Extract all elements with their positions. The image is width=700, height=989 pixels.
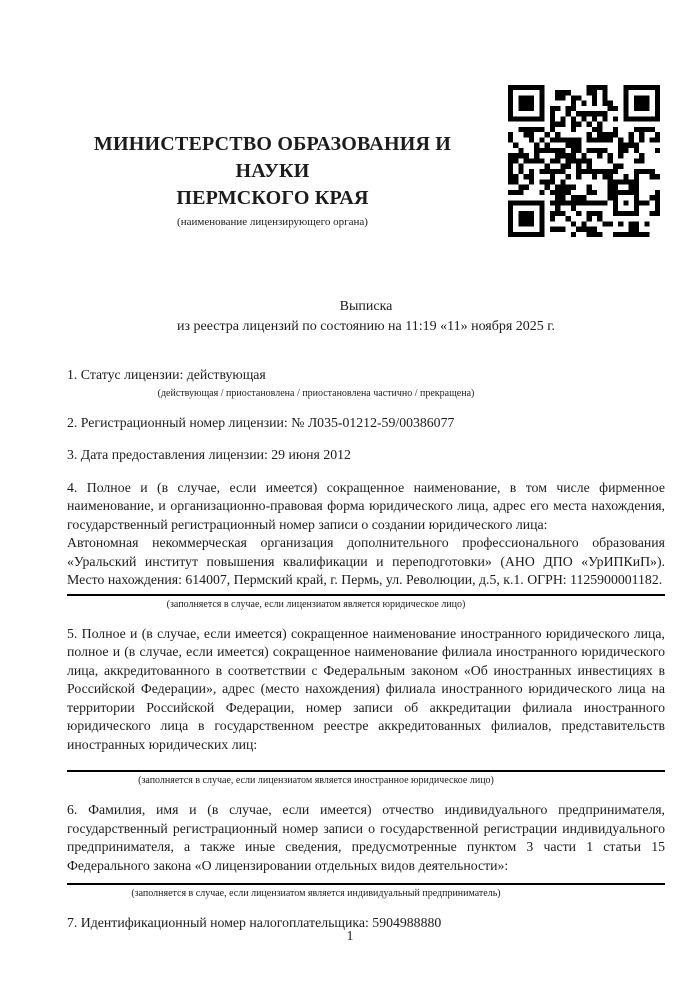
licensing-authority-caption: (наименование лицензирующего органа): [177, 216, 368, 228]
page-number: 1: [346, 928, 354, 943]
document-title: [67, 297, 665, 336]
taxpayer-number-text: 7. Идентификационный номер налогоплательщика: 5904988880: [67, 915, 442, 930]
item-registration-number: [67, 414, 665, 433]
title-line2: из реестра лицензий по состоянию на 11:19 «11» ноября 2025 г.: [177, 318, 555, 334]
fill-in-rule: [67, 594, 665, 596]
individual-entrepreneur-label: 6. Фамилия, имя и (в случае, если имеется) отчество индивидуального предпринимателя, государственный регистрационный номер записи о государственной регистрации индивидуального предпринимателя, а также иные сведения, предусмотренные пунктом 3 части 1 статьи 15 Федерального закона «О лицензировании отдельных видов деятельности»:: [67, 802, 665, 873]
qr-code-icon: [508, 85, 660, 237]
ministry-header: [55, 131, 490, 229]
item-legal-entity: [67, 479, 665, 611]
fill-in-rule: [67, 883, 665, 885]
legal-entity-label: 4. Полное и (в случае, если имеется) сокращенное наименование, в том числе фирменное наименование, и организационно-правовая форма юридического лица, адрес его места нахождения, государственный регистрационный номер записи о создании юридического лица:: [67, 479, 665, 532]
item-individual-entrepreneur: [67, 801, 665, 900]
qr-code-image: [508, 85, 660, 237]
license-status-caption: (действующая / приостановлена / приостановлена частично / прекращена): [157, 387, 475, 399]
foreign-entity-label: 5. Полное и (в случае, если имеется) сокращенное наименование иностранного юридического лица, полное и (в случае, если имеется) сокращенное наименование филиала иностранного юридического лица, аккредитованного в соответствии с Федеральным законом «Об иностранных инвестициях в Российской Федерации», адрес (место нахождения) филиала иностранного юридического лица на территории Российской Федерации, номер записи об аккредитации филиала иностранного юридического лица в государственном реестре аккредитованных филиалов, представительств иностранных юридических лиц:: [67, 625, 665, 752]
item-foreign-entity: [67, 625, 665, 788]
legal-entity-caption: (заполняется в случае, если лицензиатом является юридическое лицо): [166, 598, 466, 610]
legal-entity-value: Автономная некоммерческая организация дополнительного профессионального образования «Уральский институт повышения квалификации и переподготовки» (АНО ДПО «УрИПКиП»). Место нахождения: 614007, Пермский край, г. Пермь, ул. Революции, д.5, к.1. ОГРН: 1125900001182.: [67, 535, 665, 587]
ministry-name-line1: МИНИСТЕРСТВО ОБРАЗОВАНИЯ И НАУКИ: [93, 133, 452, 182]
item-grant-date: [67, 446, 665, 465]
fill-in-rule: [67, 770, 665, 772]
item-license-status: [67, 366, 665, 400]
ministry-name-line2: ПЕРМСКОГО КРАЯ: [176, 187, 369, 209]
grant-date-text: 3. Дата предоставления лицензии: 29 июня 2012: [67, 447, 351, 462]
license-status-text: 1. Статус лицензии: действующая: [67, 367, 266, 382]
items-list: [67, 366, 665, 947]
foreign-entity-caption: (заполняется в случае, если лицензиатом является иностранное юридическое лицо): [138, 775, 494, 786]
title-line1: Выписка: [339, 299, 393, 314]
individual-entrepreneur-caption: (заполняется в случае, если лицензиатом является индивидуальный предприниматель): [131, 888, 501, 899]
registration-number-text: 2. Регистрационный номер лицензии: № Л035-01212-59/00386077: [67, 414, 455, 430]
